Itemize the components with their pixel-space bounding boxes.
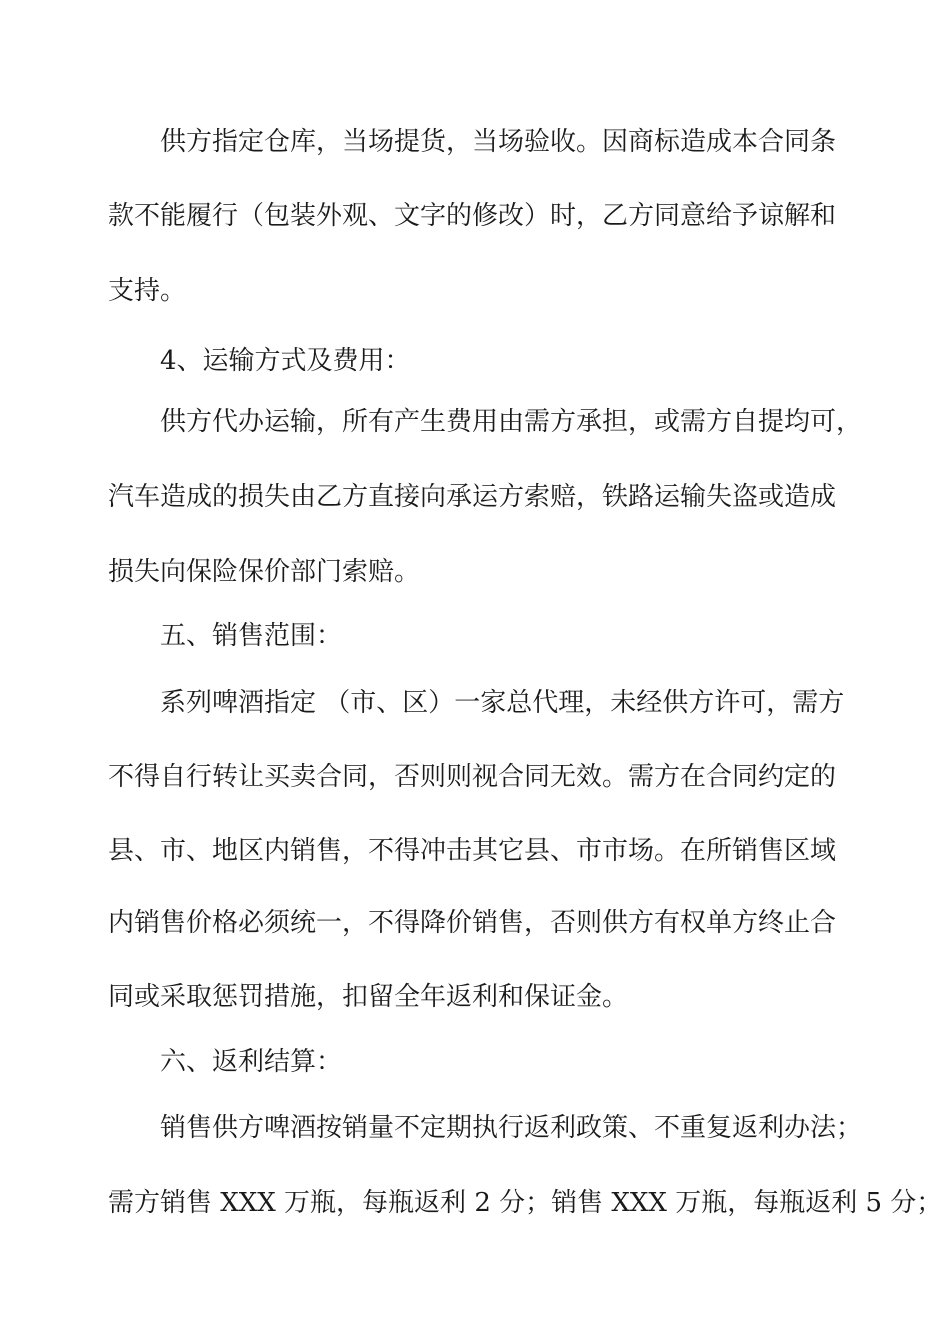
paragraph-line: 需方销售 XXX 万瓶，每瓶返利 2 分；销售 XXX 万瓶，每瓶返利 5 分； [108, 1188, 943, 1218]
paragraph-line: 内销售价格必须统一，不得降价销售，否则供方有权单方终止合 [108, 908, 837, 938]
paragraph-line: 不得自行转让买卖合同，否则则视合同无效。需方在合同约定的 [108, 762, 837, 792]
paragraph-line: 汽车造成的损失由乙方直接向承运方索赔，铁路运输失盗或造成 [108, 482, 837, 512]
paragraph-line: 同或采取惩罚措施，扣留全年返利和保证金。 [108, 982, 629, 1012]
paragraph-line: 供方代办运输，所有产生费用由需方承担，或需方自提均可， [160, 407, 863, 437]
section-heading: 4、运输方式及费用： [160, 346, 411, 376]
section-heading: 六、返利结算： [160, 1047, 343, 1077]
paragraph-line: 销售供方啤酒按销量不定期执行返利政策、不重复返利办法； [160, 1113, 863, 1143]
paragraph-line: 支持。 [108, 276, 187, 306]
paragraph-line: 供方指定仓库，当场提货，当场验收。因商标造成本合同条 [160, 127, 837, 157]
paragraph-line: 系列啤酒指定 （市、区）一家总代理，未经供方许可，需方 [160, 688, 845, 718]
paragraph-line: 款不能履行（包装外观、文字的修改）时，乙方同意给予谅解和 [108, 201, 837, 231]
paragraph-line: 损失向保险保价部门索赔。 [108, 557, 421, 587]
paragraph-line: 县、市、地区内销售，不得冲击其它县、市市场。在所销售区域 [108, 836, 837, 866]
section-heading: 五、销售范围： [160, 621, 343, 651]
